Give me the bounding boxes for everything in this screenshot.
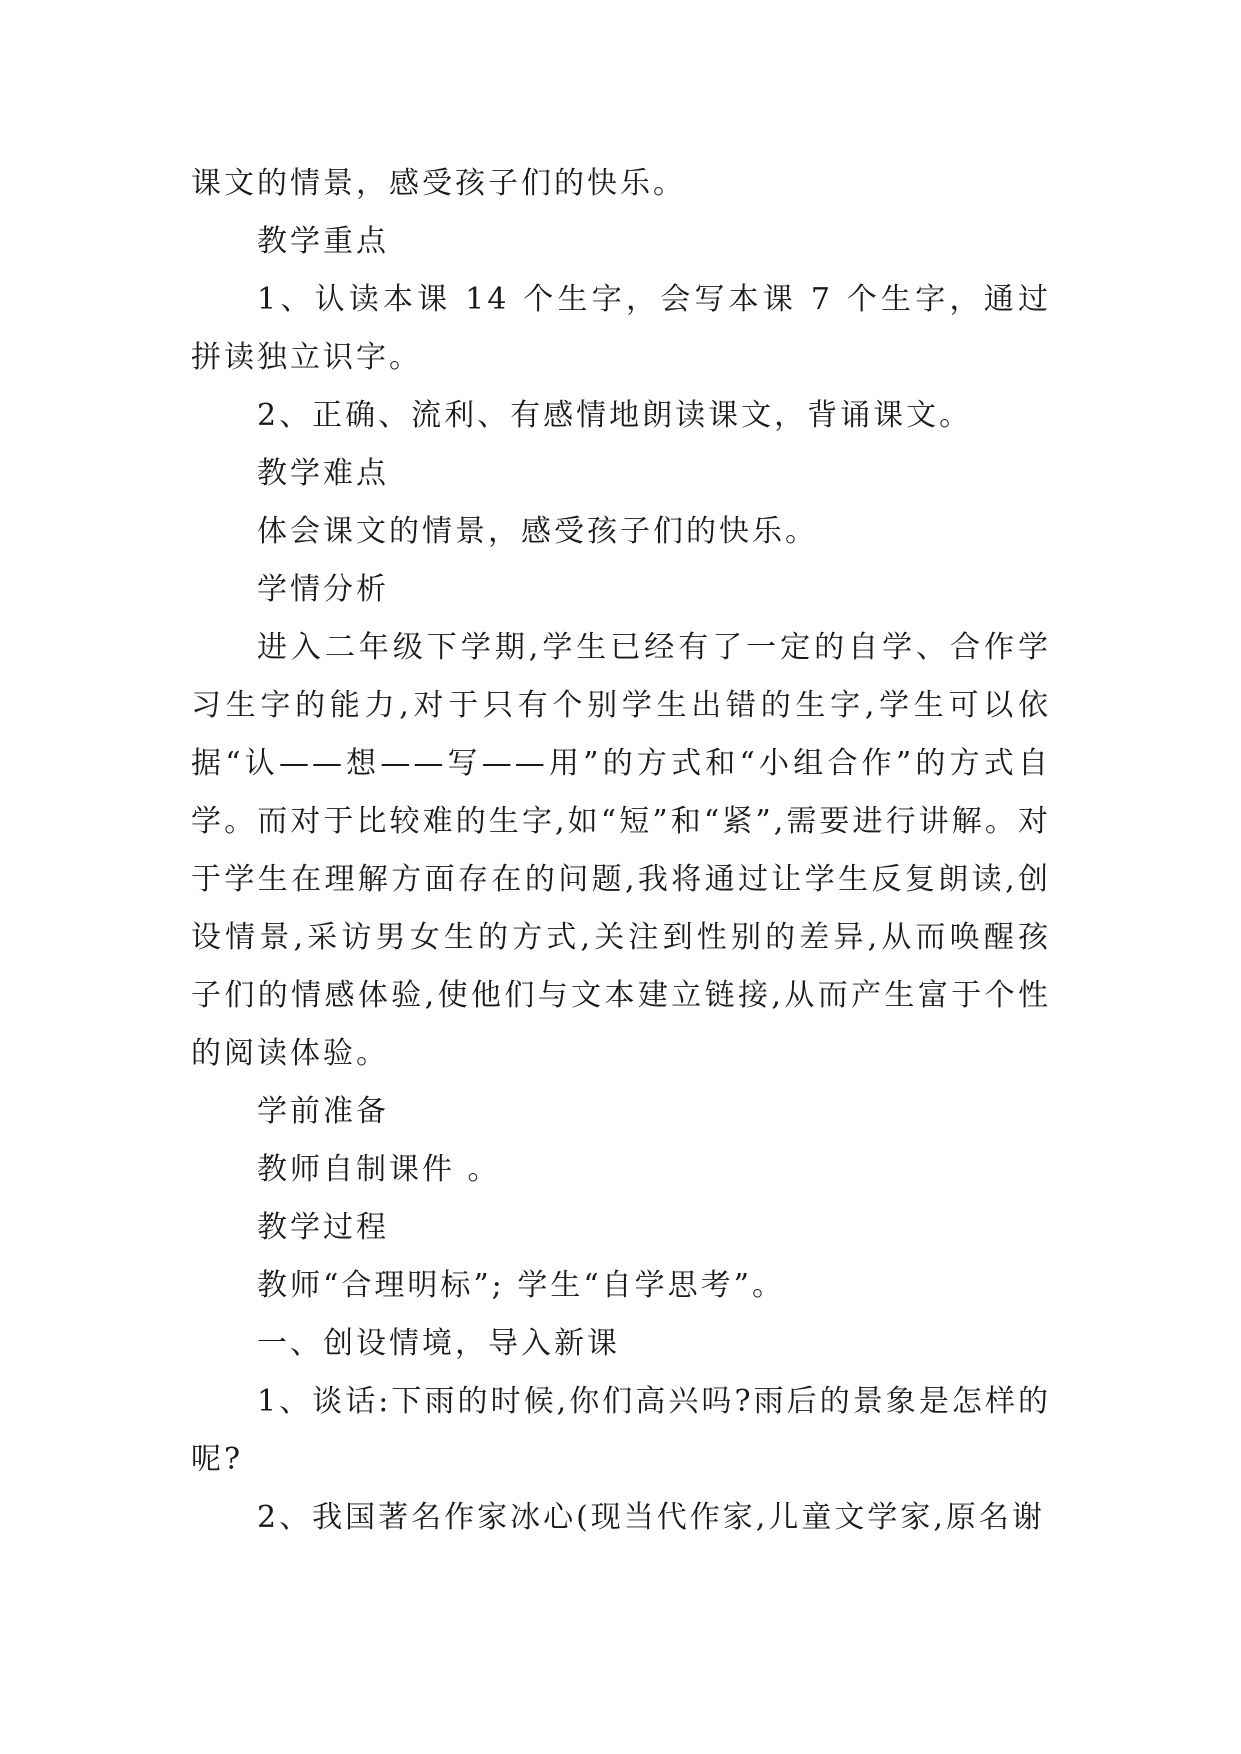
paragraph-step-2: 2、我国著名作家冰心(现当代作家,儿童文学家,原名谢: [257, 1500, 1045, 1535]
paragraph-step-1: 1、谈话:下雨的时候,你们高兴吗?雨后的景象是怎样的呢?: [191, 1384, 1051, 1477]
heading-teaching-process: 教学过程: [257, 1210, 389, 1245]
paragraph-difficulty: 体会课文的情景，感受孩子们的快乐。: [257, 514, 818, 549]
paragraph-continuation: 课文的情景，感受孩子们的快乐。: [191, 166, 686, 201]
document-body: [191, 155, 1051, 1547]
heading-teaching-difficulty: 教学难点: [257, 456, 389, 491]
paragraph-section-one: 一、创设情境，导入新课: [257, 1326, 620, 1361]
heading-student-analysis: 学情分析: [257, 572, 389, 607]
paragraph-student-analysis: 进入二年级下学期,学生已经有了一定的自学、合作学习生字的能力,对于只有个别学生出错的生字,学生可以依据“认——想——写——用”的方式和“小组合作”的方式自学。而对于比较难的生字,如“短”和“紧”,需要进行讲解。对于学生在理解方面存在的问题,我将通过让学生反复朗读,创设情景,采访男女生的方式,关注到性别的差异,从而唤醒孩子们的情感体验,使他们与文本建立链接,从而产生富于个性的阅读体验。: [191, 630, 1051, 1071]
paragraph-preparation: 教师自制课件 。: [257, 1152, 501, 1187]
paragraph-process-intro: 教师“合理明标”; 学生“自学思考”。: [257, 1268, 785, 1303]
heading-teaching-focus: 教学重点: [257, 224, 389, 259]
heading-preparation: 学前准备: [257, 1094, 389, 1129]
paragraph-focus-2: 2、正确、流利、有感情地朗读课文，背诵课文。: [257, 398, 973, 433]
paragraph-focus-1: 1、认读本课 14 个生字，会写本课 7 个生字，通过拼读独立识字。: [191, 282, 1051, 375]
